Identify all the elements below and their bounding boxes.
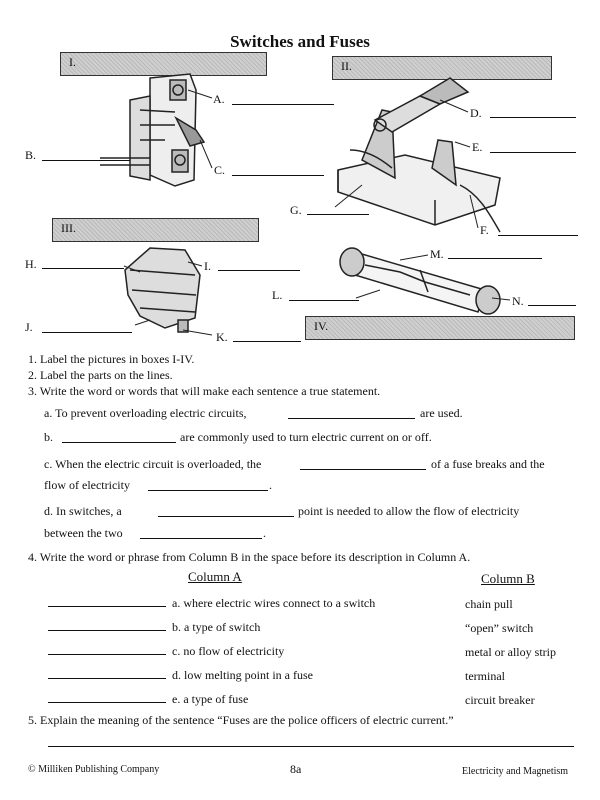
sentence-b-pre: b. bbox=[44, 430, 53, 444]
label-l: L. bbox=[272, 288, 283, 302]
column-b-header: Column B bbox=[481, 571, 535, 586]
blank-e[interactable] bbox=[490, 152, 576, 153]
column-a-header: Column A bbox=[188, 569, 242, 584]
box-ii-label: II. bbox=[341, 59, 352, 73]
column-a-item-b: b. a type of switch bbox=[172, 620, 261, 634]
blank-k[interactable] bbox=[233, 341, 301, 342]
blank-a[interactable] bbox=[232, 104, 334, 105]
label-h: H. bbox=[25, 257, 37, 271]
column-b-item-3: metal or alloy strip bbox=[465, 645, 556, 659]
answer-line-5[interactable] bbox=[48, 746, 574, 747]
column-a-item-d: d. low melting point in a fuse bbox=[172, 668, 313, 682]
box-i-label: I. bbox=[69, 55, 76, 69]
blank-j[interactable] bbox=[42, 332, 132, 333]
label-n: N. bbox=[512, 294, 524, 308]
label-c: C. bbox=[214, 163, 226, 177]
blank-n[interactable] bbox=[528, 305, 576, 306]
sentence-a-pre: a. To prevent overloading electric circuits, bbox=[44, 406, 247, 420]
blank-b[interactable] bbox=[42, 160, 130, 161]
sentence-d2-pre: between the two bbox=[44, 526, 123, 540]
question-5: 5. Explain the meaning of the sentence “Fuses are the police officers of electric current.” bbox=[28, 713, 454, 727]
instruction-3: 3. Write the word or words that will make each sentence a true statement. bbox=[28, 384, 381, 398]
column-a-item-a: a. where electric wires connect to a switch bbox=[172, 596, 376, 610]
label-m: M. bbox=[430, 247, 444, 261]
blank-sentence-a[interactable] bbox=[288, 418, 415, 419]
column-b-item-4: terminal bbox=[465, 669, 505, 683]
pull-chain-switch-drawing bbox=[100, 74, 204, 186]
label-a: A. bbox=[213, 92, 225, 106]
blank-g[interactable] bbox=[307, 214, 369, 215]
sentence-a-post: are used. bbox=[420, 406, 463, 420]
answer-blank-a[interactable] bbox=[48, 606, 166, 607]
label-j: J. bbox=[25, 320, 33, 334]
column-a-item-c: c. no flow of electricity bbox=[172, 644, 285, 658]
sentence-c2-post: . bbox=[269, 478, 272, 492]
box-iv-label: IV. bbox=[314, 319, 329, 333]
label-k: K. bbox=[216, 330, 228, 344]
blank-c[interactable] bbox=[232, 175, 324, 176]
blank-sentence-c2[interactable] bbox=[148, 490, 268, 491]
answer-blank-b[interactable] bbox=[48, 630, 166, 631]
sentence-d-pre: d. In switches, a bbox=[44, 504, 122, 518]
label-b: B. bbox=[25, 148, 37, 162]
blank-m[interactable] bbox=[448, 258, 542, 259]
answer-blank-d[interactable] bbox=[48, 678, 166, 679]
column-b-item-2: “open” switch bbox=[465, 621, 534, 635]
blank-sentence-d[interactable] bbox=[158, 516, 294, 517]
sentence-b-post: are commonly used to turn electric current on or off. bbox=[180, 430, 432, 444]
socket-drawing bbox=[125, 248, 200, 332]
sentence-d-post: point is needed to allow the flow of electricity bbox=[298, 504, 520, 518]
blank-f[interactable] bbox=[498, 235, 578, 236]
column-a-item-e: e. a type of fuse bbox=[172, 692, 249, 706]
page-title: Switches and Fuses bbox=[230, 32, 370, 51]
footer-subject: Electricity and Magnetism bbox=[462, 766, 569, 777]
blank-sentence-d2[interactable] bbox=[140, 538, 262, 539]
label-d: D. bbox=[470, 106, 482, 120]
sentence-d2-post: . bbox=[263, 526, 266, 540]
answer-blank-c[interactable] bbox=[48, 654, 166, 655]
knife-switch-drawing bbox=[338, 78, 500, 232]
footer-publisher: © Milliken Publishing Company bbox=[28, 764, 160, 775]
column-b-item-1: chain pull bbox=[465, 597, 513, 611]
label-i: I. bbox=[204, 259, 211, 273]
blank-d[interactable] bbox=[490, 117, 576, 118]
label-f: F. bbox=[480, 223, 489, 237]
box-iii-label: III. bbox=[61, 221, 76, 235]
label-e: E. bbox=[472, 140, 483, 154]
blank-sentence-c[interactable] bbox=[300, 469, 426, 470]
blank-l[interactable] bbox=[289, 300, 359, 301]
blank-h[interactable] bbox=[42, 268, 124, 269]
sentence-c-post: of a fuse breaks and the bbox=[431, 457, 545, 471]
instruction-1: 1. Label the pictures in boxes I-IV. bbox=[28, 352, 195, 366]
question-4: 4. Write the word or phrase from Column B in the space before its description in Column A. bbox=[28, 550, 471, 564]
sentence-c2-pre: flow of electricity bbox=[44, 478, 130, 492]
sentence-c-pre: c. When the electric circuit is overloaded, the bbox=[44, 457, 262, 471]
instruction-2: 2. Label the parts on the lines. bbox=[28, 368, 173, 382]
blank-i[interactable] bbox=[218, 270, 300, 271]
column-b-item-5: circuit breaker bbox=[465, 693, 535, 707]
footer-page-number: 8a bbox=[290, 762, 302, 776]
blank-sentence-b[interactable] bbox=[62, 442, 176, 443]
answer-blank-e[interactable] bbox=[48, 702, 166, 703]
label-g: G. bbox=[290, 203, 302, 217]
